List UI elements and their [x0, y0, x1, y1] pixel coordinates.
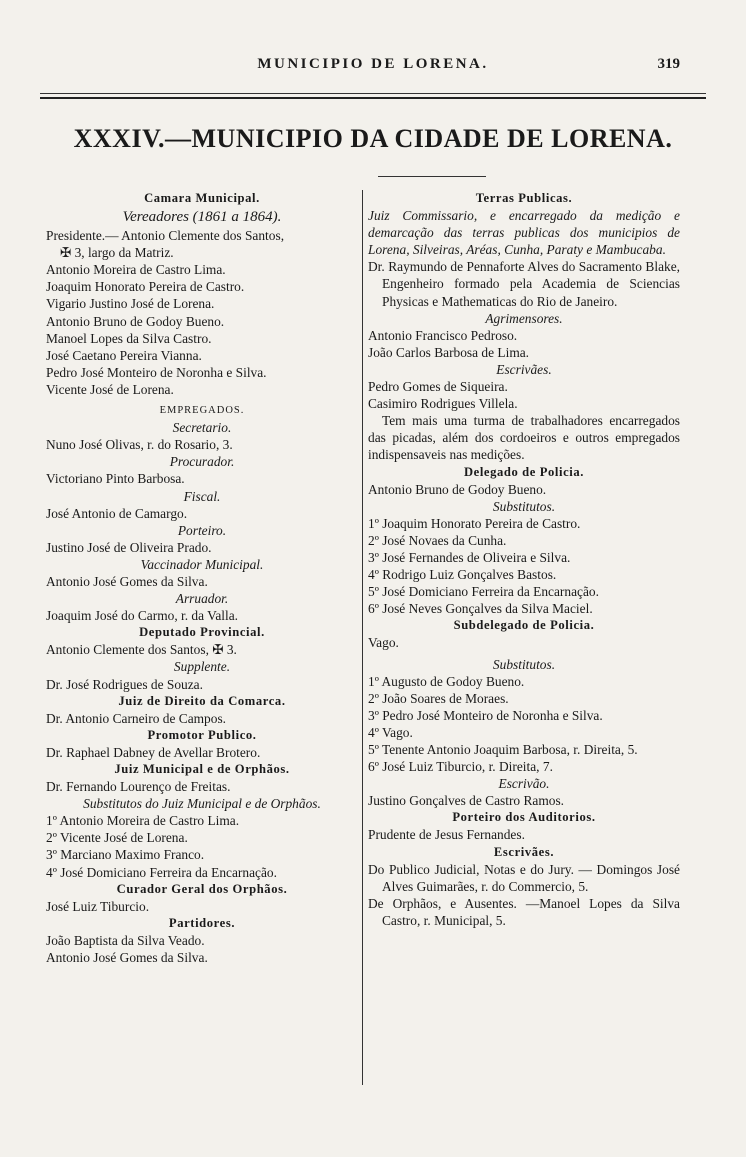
promotor-heading: Promotor Publico. — [147, 727, 257, 742]
subdelegado-heading: Subdelegado de Policia. — [453, 618, 595, 633]
delegado-heading: Delegado de Policia. — [463, 464, 585, 479]
escrivao: Justino Gonçalves de Castro Ramos. — [368, 793, 565, 809]
escrivaes2-heading: Escrivães. — [493, 844, 555, 859]
running-title: MUNICIPIO DE LORENA. — [257, 56, 489, 72]
deputado: Antonio Clemente dos Santos, ✠ 3. — [46, 642, 237, 658]
escrivaes-label: Escrivães. — [496, 361, 552, 377]
vaccinador: Antonio José Gomes da Silva. — [46, 573, 208, 589]
member-8: Vicente José de Lorena. — [46, 381, 174, 397]
substituto-2: 2º Vicente José de Lorena. — [46, 830, 188, 846]
escrivao-label: Escrivão. — [498, 776, 550, 792]
delegado-subst-4: 4º Rodrigo Luiz Gonçalves Bastos. — [368, 567, 557, 583]
arruador: Joaquim José do Carmo, r. da Valla. — [46, 608, 239, 624]
vereadores-text: Vereadores (1861 a 1864). — [122, 209, 282, 226]
terras-text: Juiz Commissario, e encarregado da medição e demarcação das terras publicas dos municipios de Lorena, Silveiras, Aréas, Cunha, Paraty e Mambucaba. — [368, 208, 680, 258]
partidor-2: Antonio José Gomes da Silva. — [46, 950, 208, 966]
delegado-subst-2: 2º José Novaes da Cunha. — [368, 532, 507, 548]
sub-subst-1: 1º Augusto de Godoy Bueno. — [368, 673, 525, 689]
agrimensores-label: Agrimensores. — [485, 310, 563, 326]
arruador-label: Arruador. — [175, 591, 229, 607]
vaccinador-label: Vaccinador Municipal. — [140, 556, 264, 572]
escrivao-1: Pedro Gomes de Siqueira. — [368, 379, 508, 395]
procurador: Victoriano Pinto Barbosa. — [46, 471, 185, 487]
deputado-heading: Deputado Provincial. — [139, 625, 265, 640]
substituto-3: 3º Marciano Maximo Franco. — [46, 847, 205, 863]
fiscal-label: Fiscal. — [183, 488, 221, 504]
sub-subst-6: 6º José Luiz Tiburcio, r. Direita, 7. — [368, 759, 553, 775]
escrivao-2: Casimiro Rodrigues Villela. — [368, 396, 518, 412]
secretario-label: Secretario. — [172, 420, 232, 436]
fiscal: José Antonio de Camargo. — [46, 505, 188, 521]
substitutos-label: Substitutos do Juiz Municipal e de Orphãos. — [83, 796, 321, 812]
turma-text: Tem mais uma turma de trabalhadores encarregados das picadas, além dos cordoeiros e outros empregados indispensaveis nas medições. — [368, 413, 680, 463]
presidente-address: ✠ 3, largo da Matriz. — [60, 245, 174, 261]
curador: José Luiz Tiburcio. — [46, 898, 150, 914]
member-2: Joaquim Honorato Pereira de Castro. — [46, 279, 245, 295]
partidor-1: João Baptista da Silva Veado. — [46, 932, 205, 948]
delegado-subst-1: 1º Joaquim Honorato Pereira de Castro. — [368, 515, 581, 531]
member-1: Antonio Moreira de Castro Lima. — [46, 262, 226, 278]
presidente-line: Presidente.— Antonio Clemente dos Santos, — [46, 228, 285, 244]
sub-subst-5: 5º Tenente Antonio Joaquim Barbosa, r. Direita, 5. — [368, 742, 638, 757]
agrimensor-2: João Carlos Barbosa de Lima. — [368, 344, 530, 360]
member-5: Manoel Lopes da Silva Castro. — [46, 330, 212, 346]
empregados-heading: EMPREGADOS. — [159, 405, 245, 417]
header-rule-thick — [40, 97, 706, 99]
secretario: Nuno José Olivas, r. do Rosario, 3. — [46, 437, 233, 453]
porteiro-aud-heading: Porteiro dos Auditorios. — [452, 810, 596, 825]
porteiro: Justino José de Oliveira Prado. — [46, 539, 212, 555]
promotor: Dr. Raphael Dabney de Avellar Brotero. — [46, 744, 261, 760]
delegado-subst-6: 6º José Neves Gonçalves da Silva Maciel. — [368, 601, 593, 617]
juiz-direito: Dr. Antonio Carneiro de Campos. — [46, 710, 227, 726]
member-3: Vigario Justino José de Lorena. — [46, 296, 215, 312]
vereadores-line — [46, 207, 358, 227]
partidores-heading: Partidores. — [168, 915, 236, 930]
sub-subst-label: Substitutos. — [492, 656, 556, 672]
subdelegado: Vago. — [368, 635, 399, 651]
header-rule-thin — [40, 93, 706, 94]
agrimensor-1: Antonio Francisco Pedroso. — [368, 327, 518, 343]
member-4: Antonio Bruno de Godoy Bueno. — [46, 313, 225, 329]
terras-dr: Dr. Raymundo de Pennaforte Alves do Sacramento Blake, Engenheiro formado pela Academia de Sciencias Physicas e Mathematicas do Rio de Janeiro. — [368, 259, 680, 309]
escrivaes2-b: De Orphãos, e Ausentes. —Manoel Lopes da Silva Castro, r. Municipal, 5. — [368, 895, 680, 928]
procurador-label: Procurador. — [169, 454, 235, 470]
supplente-label: Supplente. — [173, 659, 231, 675]
sub-subst-3: 3º Pedro José Monteiro de Noronha e Silva. — [368, 707, 603, 723]
substituto-4: 4º José Domiciano Ferreira da Encarnação. — [46, 864, 277, 880]
page-number: 319 — [657, 56, 680, 72]
supplente: Dr. José Rodrigues de Souza. — [46, 676, 203, 692]
escrivaes2-a: Do Publico Judicial, Notas e do Jury. — Domingos José Alves Guimarães, r. do Commercio, 5. — [368, 861, 680, 894]
delegado-subst-label: Substitutos. — [492, 498, 556, 514]
column-divider — [362, 190, 363, 1085]
terras-heading: Terras Publicas. — [475, 191, 573, 205]
delegado-subst-3: 3º José Fernandes de Oliveira e Silva. — [368, 549, 571, 565]
delegado-subst-5: 5º José Domiciano Ferreira da Encarnação. — [368, 584, 599, 600]
porteiro-aud: Prudente de Jesus Fernandes. — [368, 827, 525, 843]
left-column — [46, 190, 358, 966]
juiz-municipal-heading: Juiz Municipal e de Orphãos. — [114, 762, 290, 776]
camara-heading: Camara Municipal. — [144, 191, 260, 205]
curador-heading: Curador Geral dos Orphãos. — [116, 881, 288, 896]
member-6: José Caetano Pereira Vianna. — [46, 347, 202, 363]
chapter-title: XXXIV.—MUNICIPIO DA CIDADE DE LORENA. — [73, 124, 673, 153]
running-head — [0, 56, 746, 78]
delegado: Antonio Bruno de Godoy Bueno. — [368, 481, 547, 497]
sub-subst-4: 4º Vago. — [368, 724, 413, 740]
juiz-direito-heading: Juiz de Direito da Comarca. — [118, 693, 286, 708]
porteiro-label: Porteiro. — [177, 522, 227, 538]
substituto-1: 1º Antonio Moreira de Castro Lima. — [46, 813, 240, 829]
right-column — [368, 190, 680, 929]
member-7: Pedro José Monteiro de Noronha e Silva. — [46, 364, 267, 380]
sub-subst-2: 2º João Soares de Moraes. — [368, 690, 509, 706]
short-rule — [378, 176, 486, 177]
juiz-municipal: Dr. Fernando Lourenço de Freitas. — [46, 779, 231, 795]
